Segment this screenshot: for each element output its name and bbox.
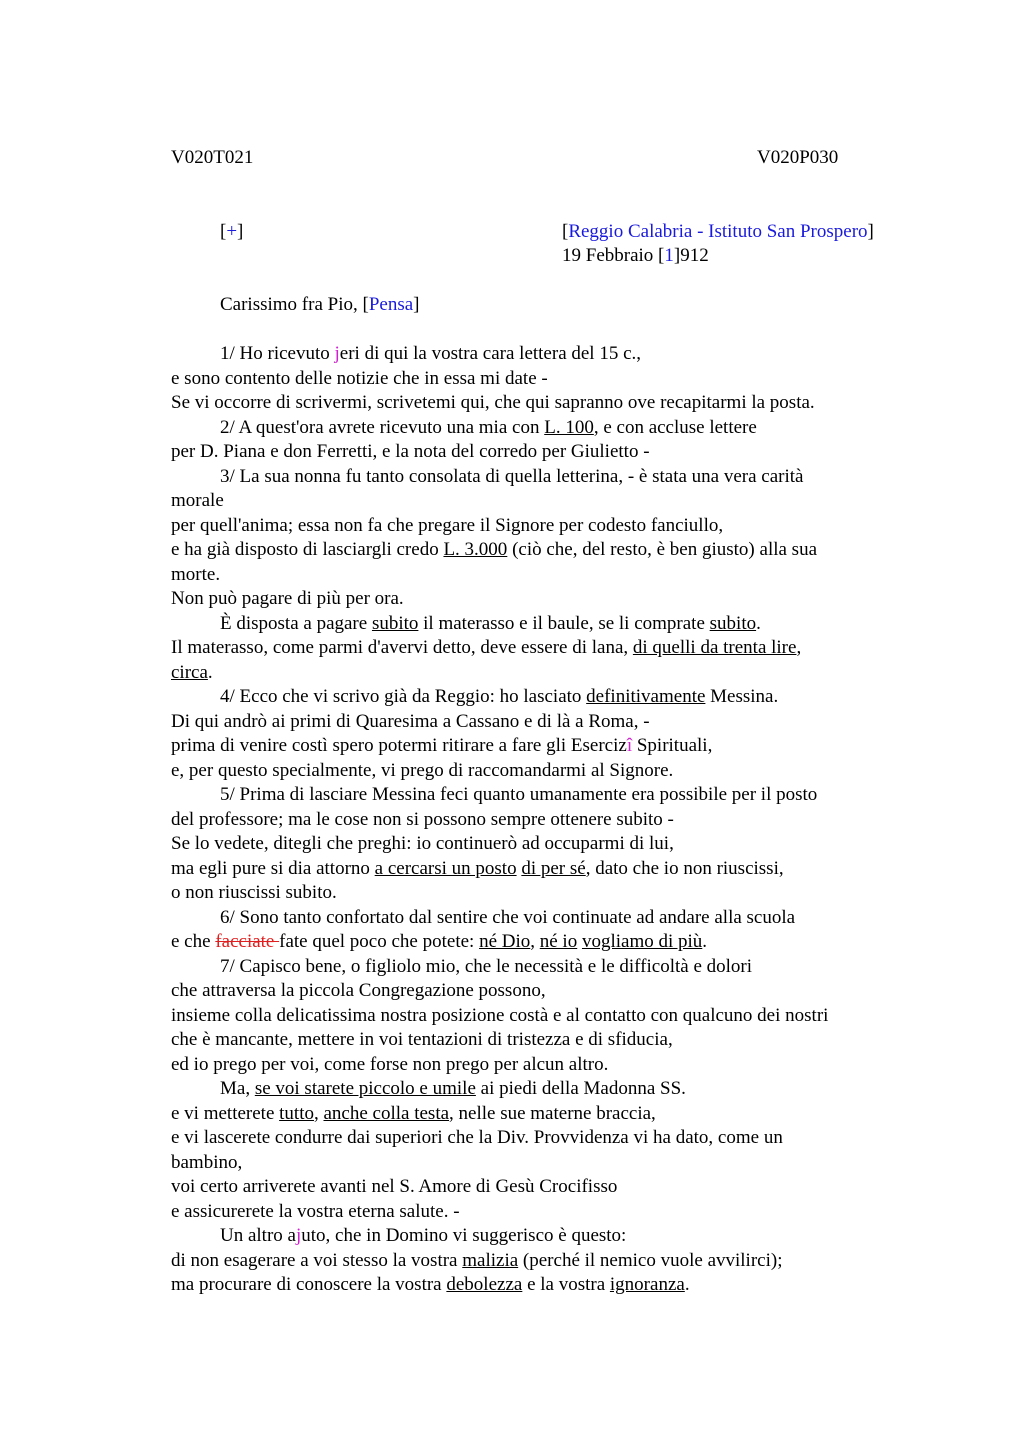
text-segment: 6/ Sono tanto confortato dal sentire che voi continuate ad andare alla scuola [220,906,796,928]
heading-date: 19 Febbraio [1]912 [562,245,709,266]
letter-line [171,1004,891,1029]
underlined-text: subito [371,612,419,634]
underlined-text: subito [709,612,757,634]
letter-line [171,685,891,710]
text-segment: prima di venire costì spero potermi ritirare a fare gli Eserciz [171,735,627,756]
heading-cross: [+] [220,221,244,242]
text-segment: e assicurerete la vostra eterna salute. - [171,1200,460,1222]
text-segment: voi certo arriverete avanti nel S. Amore di Gesù Crocifisso [171,1176,618,1197]
date-prefix: 19 Febbraio [562,245,659,266]
underlined-text: a cercarsi un posto [374,857,517,879]
text-segment: che attraversa la piccola Congregazione possono, [171,980,546,1001]
letter-line [171,1077,891,1102]
text-segment: di non esagerare a voi stesso la vostra [171,1249,463,1271]
text-segment: ai piedi della Madonna SS. [475,1078,686,1099]
text-segment: che è mancante, mettere in voi tentazioni di tristezza e di sfiducia, [171,1029,673,1050]
letter-line [171,930,891,955]
text-segment: e, per questo specialmente, vi prego di raccomandarmi al Signore. [171,759,674,781]
letter-line [171,612,891,637]
text-segment: 3/ La sua nonna fu tanto consolata di quella letterina, - è stata una vera carità [220,465,804,487]
letter-line [171,1273,891,1298]
text-segment: , dato che io non riuscissi, [585,857,784,879]
text-segment: e vi lascerete condurre dai superiori che la Div. Provvidenza vi ha dato, come un [171,1127,783,1148]
deleted-text: facciate [215,931,280,952]
text-segment: per quell'anima; essa non fa che pregare il Signore per codesto fanciullo, [171,514,724,536]
text-segment: o non riuscissi subito. [171,882,337,903]
letter-line [171,1151,891,1176]
text-segment: e che [171,931,216,952]
letter-line [171,489,891,514]
letter-line [171,1126,891,1151]
letter-line [171,1102,891,1127]
text-segment: Di qui andrò ai primi di Quaresima a Cassano e di là a Roma, - [171,710,650,732]
letter-line [171,563,891,588]
underlined-text: anche colla testa [323,1102,450,1124]
text-segment: per D. Piana e don Ferretti, e la nota del corredo per Giulietto - [171,441,650,462]
text-segment: bambino, [171,1151,243,1173]
editorial-correction: j [295,1225,302,1246]
letter-line [171,759,891,784]
place-name: Reggio Calabria - Istituto San Prospero [568,221,868,242]
letter-line [171,1200,891,1225]
text-segment: uto, che in Domino vi suggerisco è questo: [301,1225,627,1246]
letter-line [171,416,891,441]
editorial-correction: î [626,735,633,756]
letter-body [171,342,891,1298]
letter-line [171,367,891,392]
underlined-text: malizia [462,1249,519,1271]
text-segment: Se lo vedete, ditegli che preghi: io continuerò ad occuparmi di lui, [171,833,674,854]
text-segment: . [756,612,761,634]
text-segment: Spirituali, [632,735,713,756]
letter-line [171,710,891,735]
date-year-digit: 1 [664,245,674,266]
text-segment: insieme colla delicatissima nostra posizione costà e al contatto con qualcuno dei nostri [171,1004,829,1026]
letter-line [171,808,891,833]
underlined-text: circa [171,661,208,683]
letter-line [171,342,891,367]
text-segment: e ha già disposto di lasciargli credo [171,539,444,560]
text-segment: morte. [171,563,221,585]
text-segment: Un altro a [220,1225,296,1246]
text-segment: . [207,661,213,683]
letter-line [171,906,891,931]
underlined-text: di quelli da trenta lire [632,637,797,658]
text-segment: , [530,931,540,952]
underlined-text: debolezza [446,1274,523,1295]
text-segment: Se vi occorre di scrivermi, scrivetemi qui, che qui sapranno ove recapitarmi la posta. [171,392,815,413]
letter-line [171,1249,891,1274]
text-segment: ed io prego per voi, come forse non prego per alcun altro. [171,1053,609,1075]
text-segment: il materasso e il baule, se li comprate [418,612,710,634]
heading-place: [Reggio Calabria - Istituto San Prospero] [562,221,874,242]
text-segment: 2/ A quest'ora avrete ricevuto una mia con [220,416,545,438]
text-segment: Il materasso, come parmi d'avervi detto, deve essere di lana, [171,637,633,658]
letter-line [171,1224,891,1249]
letter-line [171,979,891,1004]
text-segment: morale [171,490,224,511]
salutation: Carissimo fra Pio, [Pensa] [220,294,420,315]
letter-line [171,783,891,808]
date-suffix: 912 [680,245,709,266]
underlined-text: se voi starete piccolo e umile [254,1078,476,1099]
letter-line [171,857,891,882]
underlined-text: L. 3.000 [443,539,508,560]
text-segment: fate quel poco che potete: [279,931,480,952]
document-code-left: V020T021 [171,147,254,168]
underlined-text: di per sé [521,857,586,879]
editorial-correction: j [334,343,340,364]
cross-symbol: + [226,221,238,242]
letter-line [171,391,891,416]
salutation-surname: Pensa [368,294,414,315]
text-segment: ma procurare di conoscere la vostra [171,1274,447,1295]
letter-line [171,440,891,465]
underlined-text: tutto [279,1102,314,1124]
text-segment: 5/ Prima di lasciare Messina feci quanto umanamente era possibile per il posto [220,784,818,805]
text-segment: 7/ Capisco bene, o figliolo mio, che le necessità e le difficoltà e dolori [220,955,753,977]
letter-line [171,832,891,857]
text-segment: e la vostra [522,1274,610,1295]
text-segment: Non può pagare di più per ora. [171,588,404,609]
underlined-text: definitivamente [586,686,706,707]
letter-line [171,881,891,906]
underlined-text: ignoranza [609,1274,685,1295]
text-segment: e vi metterete [171,1102,280,1124]
letter-line [171,1053,891,1078]
letter-line [171,538,891,563]
text-segment: Ma, [220,1078,255,1099]
text-segment: 4/ Ecco che vi scrivo già da Reggio: ho lasciato [220,686,587,707]
letter-line [171,734,891,759]
text-segment: del professore; ma le cose non si possono sempre ottenere subito - [171,808,674,830]
text-segment: Messina. [705,686,779,707]
text-segment: , nelle sue materne braccia, [449,1102,656,1124]
underlined-text: L. 100 [544,416,594,438]
text-segment: . [702,931,708,952]
text-segment: , [313,1102,324,1124]
text-segment: ma egli pure si dia attorno [171,857,375,879]
letter-line [171,636,891,661]
letter-line [171,661,891,686]
letter-line [171,465,891,490]
text-segment: 1/ Ho ricevuto [220,343,335,364]
text-segment: , [796,637,802,658]
letter-line [171,1175,891,1200]
text-segment: (ciò che, del resto, è ben giusto) alla sua [507,539,818,560]
text-segment: , e con accluse lettere [593,416,757,438]
text-segment: È disposta a pagare [220,612,372,634]
text-segment: e sono contento delle notizie che in essa mi date - [171,367,548,389]
underlined-text: né io [539,931,578,952]
underlined-text: vogliamo di più [581,931,703,952]
letter-line [171,955,891,980]
text-segment: . [684,1274,690,1295]
letter-line [171,1028,891,1053]
letter-line [171,514,891,539]
text-segment: eri di qui la vostra cara lettera del 15 c., [339,343,642,364]
text-segment: (perché il nemico vuole avvilirci); [518,1249,783,1271]
document-code-right: V020P030 [757,147,839,168]
letter-line [171,587,891,612]
salutation-text: Carissimo fra Pio, [220,294,363,315]
underlined-text: né Dio [479,931,531,952]
